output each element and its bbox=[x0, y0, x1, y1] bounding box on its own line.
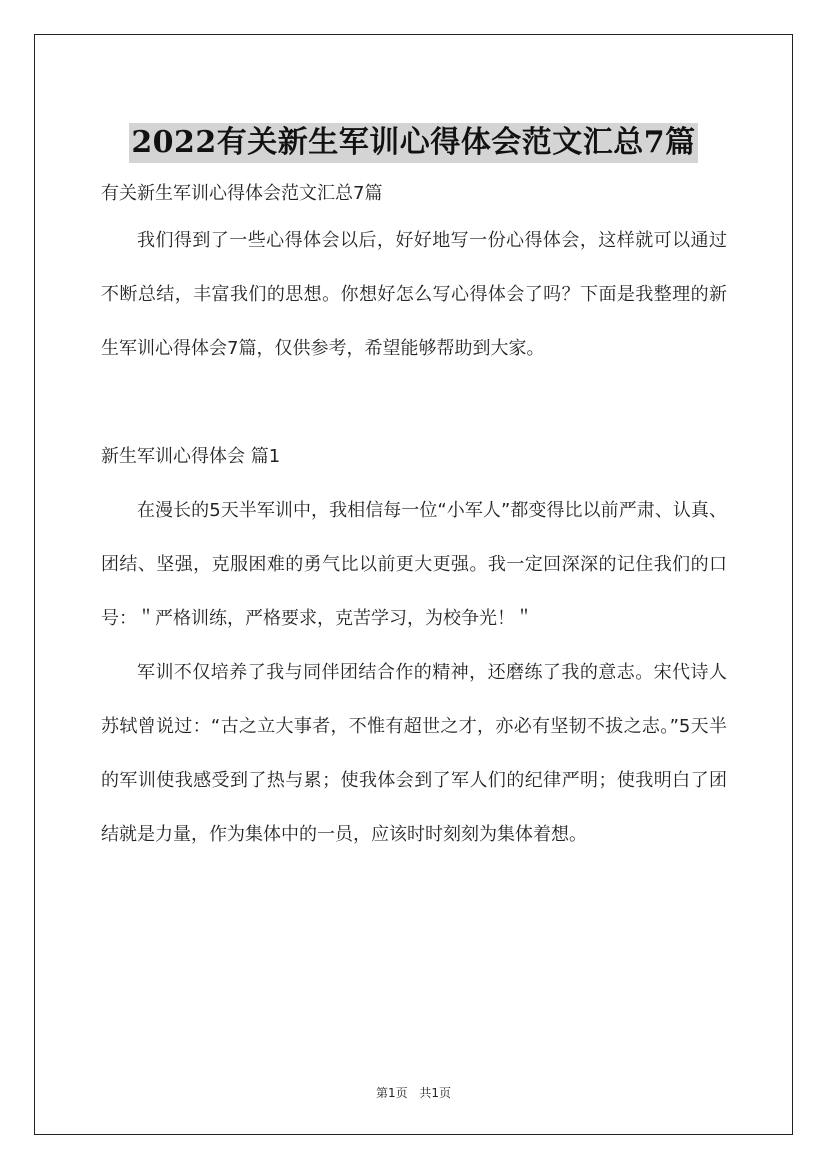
page-number: 第1页 bbox=[375, 1086, 408, 1100]
section-heading: 新生军训心得体会 篇1 bbox=[101, 446, 281, 467]
title-container bbox=[0, 103, 827, 183]
section-spacer bbox=[101, 376, 727, 430]
document-body bbox=[101, 174, 727, 862]
page-footer bbox=[0, 1084, 827, 1101]
body-paragraph-2: 军训不仅培养了我与同伴团结合作的精神，还磨练了我的意志。宋代诗人苏轼曾说过：“古之立大事者，不惟有超世之才，亦必有坚韧不拔之志。”5天半的军训使我感受到了热与累；使我体会到了军人们的纪律严明；使我明白了团结就是力量，作为集体中的一员，应该时时刻刻为集体着想。 bbox=[101, 662, 727, 845]
document-title: 2022有关新生军训心得体会范文汇总7篇 bbox=[129, 123, 697, 163]
page-total: 共1页 bbox=[419, 1086, 452, 1100]
document-subtitle: 有关新生军训心得体会范文汇总7篇 bbox=[101, 183, 383, 204]
body-paragraph-1: 在漫长的5天半军训中，我相信每一位“小军人”都变得比以前严肃、认真、团结、坚强，克服困难的勇气比以前更大更强。我一定回深深的记住我们的口号：＂严格训练，严格要求，克苦学习，为校争光！＂ bbox=[101, 500, 727, 629]
intro-paragraph: 我们得到了一些心得体会以后，好好地写一份心得体会，这样就可以通过不断总结，丰富我们的思想。你想好怎么写心得体会了吗？下面是我整理的新生军训心得体会7篇，仅供参考，希望能够帮助到大家。 bbox=[101, 230, 727, 359]
